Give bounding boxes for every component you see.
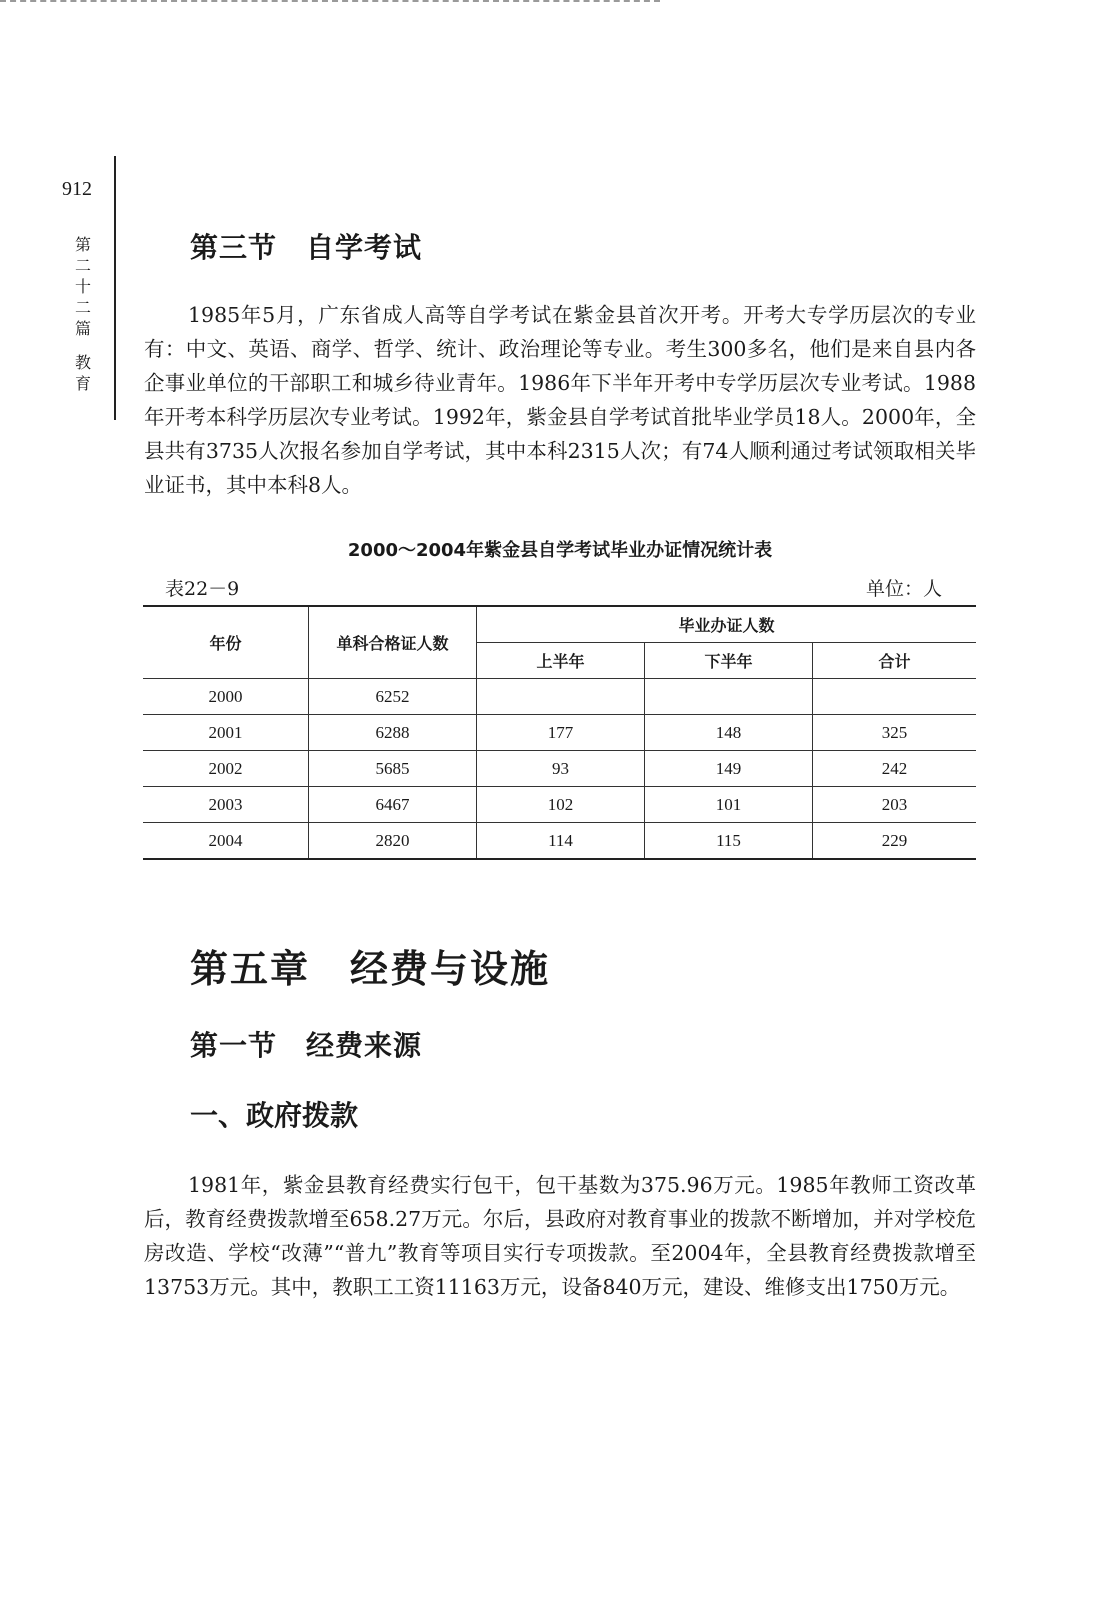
section-title-funding-sources: 第一节 经费来源: [190, 1029, 423, 1062]
cell-total: 229: [813, 823, 977, 860]
cell-year: 2001: [143, 715, 309, 751]
margin-rule: [114, 156, 116, 420]
cell-single-cert: 6252: [309, 679, 477, 715]
cell-second-half: 101: [645, 787, 813, 823]
part-label: 第二十二篇: [74, 235, 91, 338]
table-unit: 单位：人: [866, 578, 943, 600]
cell-total: 325: [813, 715, 977, 751]
subject-label: 教育: [74, 353, 91, 393]
cell-first-half: 102: [477, 787, 645, 823]
table-row: [143, 823, 976, 860]
cell-year: 2002: [143, 751, 309, 787]
cell-total: 242: [813, 751, 977, 787]
cell-second-half: 115: [645, 823, 813, 860]
table-row: [143, 751, 976, 787]
header-second-half: 下半年: [645, 643, 813, 679]
cell-total: [813, 679, 977, 715]
top-scan-border: [0, 0, 660, 5]
header-graduation-group: 毕业办证人数: [477, 606, 977, 643]
cell-single-cert: 6288: [309, 715, 477, 751]
section-paragraph-government-funding: 1981年，紫金县教育经费实行包干，包干基数为375.96万元。1985年教师工资改革后，教育经费拨款增至658.27万元。尔后，县政府对教育事业的拨款不断增加，并对学校危房改造、学校“改薄”“普九”教育等项目实行专项拨款。至2004年，全县教育经费拨款增至13753万元。其中，教职工工资11163万元，设备840万元，建设、维修支出1750万元。: [144, 1173, 976, 1299]
cell-total: 203: [813, 787, 977, 823]
cell-first-half: 177: [477, 715, 645, 751]
cell-first-half: 93: [477, 751, 645, 787]
section-title-self-study-exam: 第三节 自学考试: [190, 231, 423, 264]
header-single-cert: 单科合格证人数: [309, 606, 477, 679]
table-header-row: [143, 606, 976, 643]
page-number: 912: [62, 178, 92, 200]
chapter-title: 第五章 经费与设施: [190, 946, 551, 991]
section-paragraph-self-study-exam: 1985年5月，广东省成人高等自学考试在紫金县首次开考。开考大专学历层次的专业有：中文、英语、商学、哲学、统计、政治理论等专业。考生300多名，他们是来自县内各企事业单位的干部职工和城乡待业青年。1986年下半年开考中专学历层次专业考试。1988年开考本科学历层次专业考试。1992年，紫金县自学考试首批毕业学员18人。2000年，全县共有3735人次报名参加自学考试，其中本科2315人次；有74人顺利通过考试领取相关毕业证书，其中本科8人。: [144, 303, 976, 497]
header-first-half: 上半年: [477, 643, 645, 679]
cell-year: 2003: [143, 787, 309, 823]
table-row: [143, 787, 976, 823]
table-caption: 2000～2004年紫金县自学考试毕业办证情况统计表: [347, 540, 773, 561]
cell-year: 2000: [143, 679, 309, 715]
table-number: 表22－9: [165, 578, 240, 600]
cell-single-cert: 6467: [309, 787, 477, 823]
cell-second-half: 149: [645, 751, 813, 787]
subsection-title-government-funding: 一、政府拨款: [190, 1099, 359, 1132]
cell-first-half: 114: [477, 823, 645, 860]
header-total: 合计: [813, 643, 977, 679]
cell-second-half: 148: [645, 715, 813, 751]
header-year: 年份: [143, 606, 309, 679]
cell-second-half: [645, 679, 813, 715]
cell-single-cert: 5685: [309, 751, 477, 787]
cell-year: 2004: [143, 823, 309, 860]
graduation-statistics-table: [143, 605, 976, 860]
cell-first-half: [477, 679, 645, 715]
cell-single-cert: 2820: [309, 823, 477, 860]
table-row: [143, 679, 976, 715]
table-row: [143, 715, 976, 751]
